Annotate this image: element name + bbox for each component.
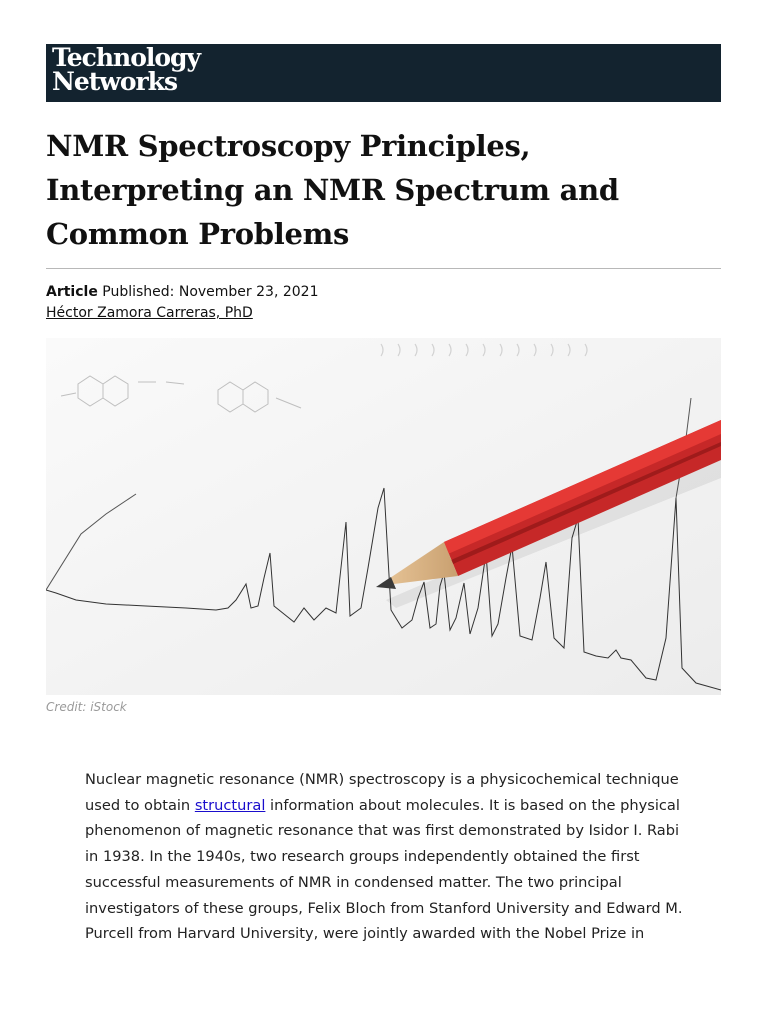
image-credit: Credit: iStock	[46, 700, 127, 714]
structural-link[interactable]: structural	[194, 796, 266, 814]
article-type-label: Article	[46, 284, 98, 300]
article-paragraph	[85, 767, 685, 947]
site-logo[interactable]	[52, 43, 201, 96]
title-divider	[46, 268, 721, 269]
article-title: NMR Spectroscopy Principles, Interpreting an NMR Spectrum and Common Problems	[46, 129, 619, 251]
logo-line-2: Networks	[52, 67, 178, 96]
paragraph-text-end: information about molecules. It is based on the physical phenomenon of magnetic resonance that was first demonstrated by Isidor I. Rabi in 1938. In the 1940s, two research groups independently obtained the first successful measurements of NMR in condensed matter. The two principal investigators of these groups, Felix Bloch from Stanford University and Edward M. Purcell from Harvard University, were jointly awarded with the Nobel Prize in	[85, 796, 683, 943]
article-meta	[46, 282, 318, 324]
paragraph-text-start: Nuclear magnetic resonance (NMR) spectroscopy is a physicochemical technique used to obtain	[85, 771, 679, 814]
hero-image	[46, 338, 721, 695]
author-link[interactable]: Héctor Zamora Carreras, PhD	[46, 305, 253, 321]
site-header	[46, 44, 721, 102]
published-date: Published: November 23, 2021	[102, 284, 319, 300]
logo-line-1: Technology	[52, 43, 201, 72]
nmr-spectrum-pencil-illustration	[46, 338, 721, 695]
